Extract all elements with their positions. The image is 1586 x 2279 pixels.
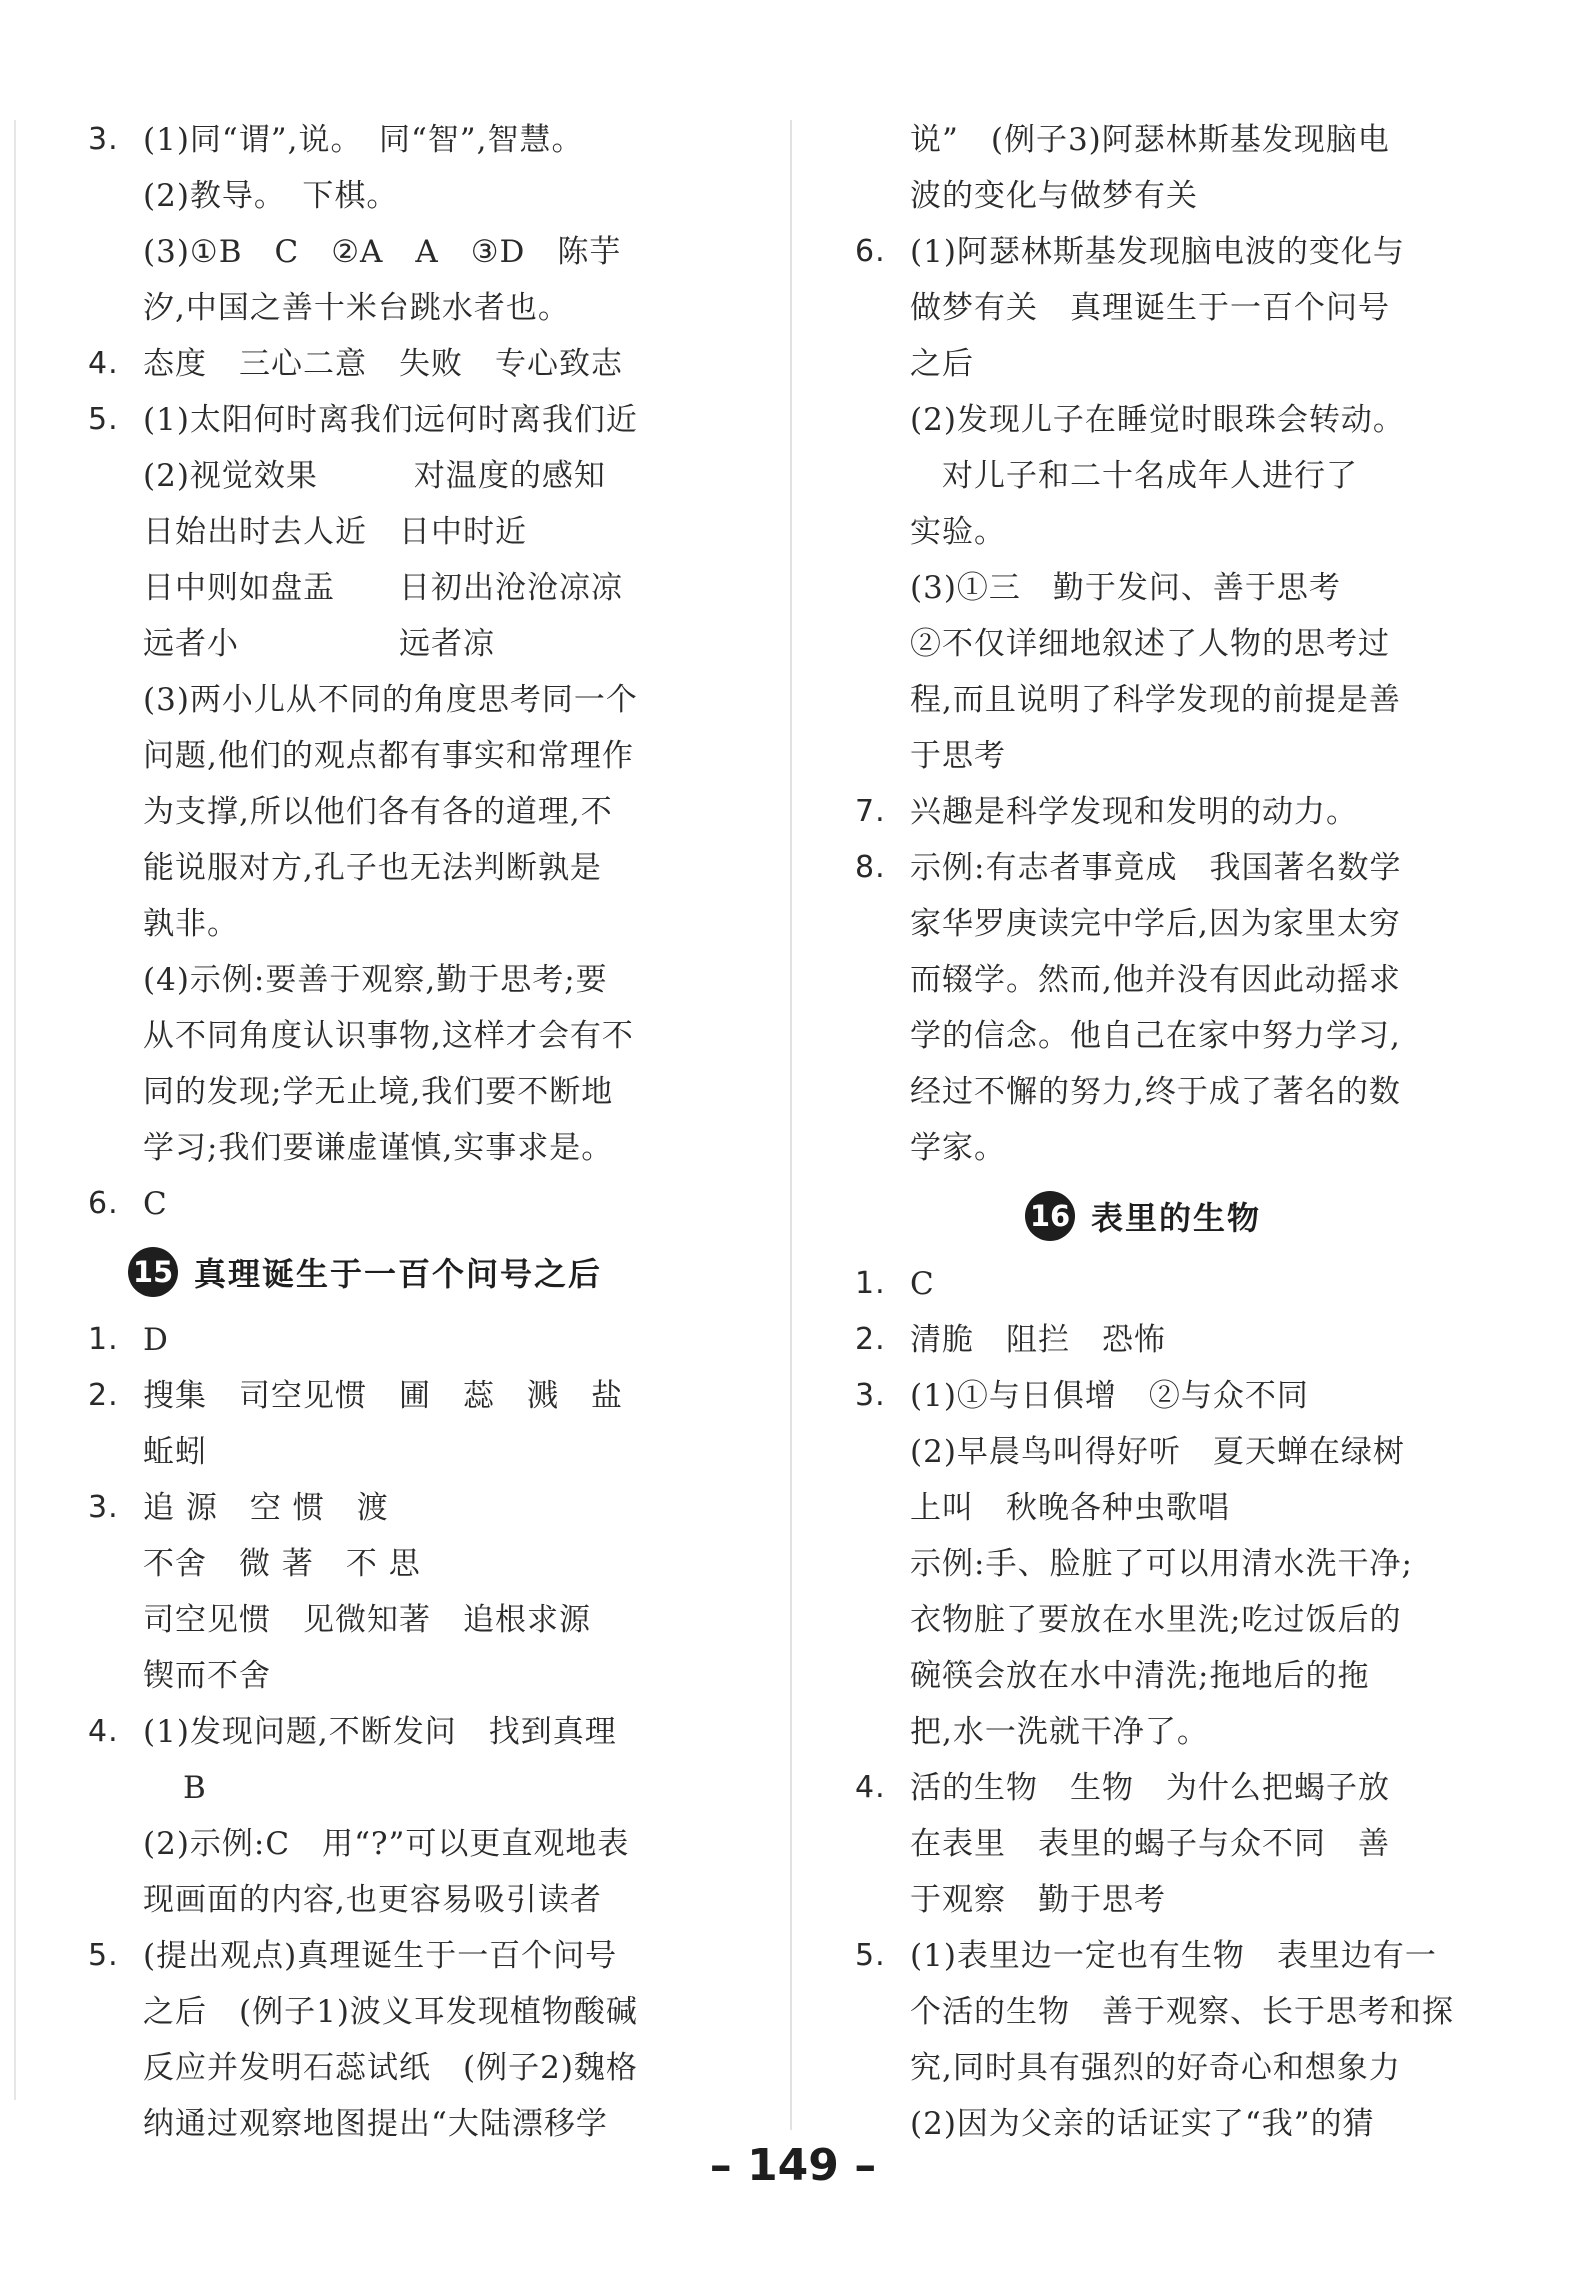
- answer-line: 做梦有关 真理诞生于一百个问号: [910, 290, 1390, 326]
- question-number: 4.: [88, 1714, 119, 1749]
- column-divider: [790, 120, 792, 2130]
- answer-line: 搜集 司空见惯 圃 蕊 溅 盐: [143, 1378, 623, 1414]
- answer-line: 于观察 勤于思考: [910, 1882, 1166, 1918]
- question-number: 2.: [88, 1378, 119, 1413]
- answer-item: [855, 224, 1495, 784]
- answer-line: 上叫 秋晚各种虫歌唱: [910, 1490, 1230, 1526]
- answer-line: ②不仅详细地叙述了人物的思考过: [910, 626, 1390, 662]
- answer-line: C: [143, 1186, 168, 1222]
- question-number: 7.: [855, 794, 886, 829]
- question-number: 5.: [88, 1938, 119, 1973]
- answer-line: 汐,中国之善十米台跳水者也。: [143, 290, 570, 326]
- answer-line: 衣物脏了要放在水里洗;吃过饭后的: [910, 1602, 1402, 1638]
- answer-line: 反应并发明石蕊试纸 (例子2)魏格: [143, 2050, 638, 2086]
- answer-line: (4)示例:要善于观察,勤于思考;要: [143, 962, 608, 998]
- answer-line: (2)因为父亲的话证实了“我”的猜: [910, 2106, 1375, 2142]
- answer-item: [855, 1256, 1495, 1312]
- question-number: 4.: [855, 1770, 886, 1805]
- answer-line: 在表里 表里的蝎子与众不同 善: [910, 1826, 1390, 1862]
- answer-line: 波的变化与做梦有关: [910, 178, 1198, 214]
- question-number: 1.: [855, 1266, 886, 1301]
- binding-edge: [14, 120, 16, 2100]
- answer-line: (2)早晨鸟叫得好听 夏天蝉在绿树: [910, 1434, 1405, 1470]
- answer-line: D: [143, 1322, 169, 1358]
- answer-line: 能说服对方,孔子也无法判断孰是: [143, 850, 602, 886]
- lesson-title: 表里的生物: [1091, 1199, 1262, 1237]
- answer-line: 之后 (例子1)波义耳发现植物酸碱: [143, 1994, 638, 2030]
- answer-line: 学习;我们要谦虚谨慎,实事求是。: [143, 1130, 614, 1166]
- answer-line: (1)表里边一定也有生物 表里边有一: [910, 1938, 1437, 1974]
- answer-line: 同的发现;学无止境,我们要不断地: [143, 1074, 614, 1110]
- answer-line: 而辍学。然而,他并没有因此动摇求: [910, 962, 1401, 998]
- answer-item: [88, 1928, 728, 2152]
- answer-item: [855, 1760, 1495, 1928]
- answer-line: 碗筷会放在水中清洗;拖地后的拖: [910, 1658, 1370, 1694]
- answer-line: (2)示例:C 用“?”可以更直观地表: [143, 1826, 630, 1862]
- answer-line: 孰非。: [143, 906, 239, 942]
- answer-line: 从不同角度认识事物,这样才会有不: [143, 1018, 634, 1054]
- answer-item: [88, 336, 728, 392]
- answer-line: 于思考: [910, 738, 1006, 774]
- answer-line: 个活的生物 善于观察、长于思考和探: [910, 1994, 1454, 2030]
- answer-line: 把,水一洗就干净了。: [910, 1714, 1209, 1750]
- answer-line: 经过不懈的努力,终于成了著名的数: [910, 1074, 1401, 1110]
- question-number: 1.: [88, 1322, 119, 1357]
- answer-line: (1)①与日俱增 ②与众不同: [910, 1378, 1309, 1414]
- answer-line: 为支撑,所以他们各有各的道理,不: [143, 794, 613, 830]
- answer-line: 锲而不舍: [143, 1658, 271, 1694]
- question-number: 8.: [855, 850, 886, 885]
- answer-line: 示例:有志者事竟成 我国著名数学: [910, 850, 1402, 886]
- section-heading: [855, 1176, 1495, 1256]
- answer-line: 究,同时具有强烈的好奇心和想象力: [910, 2050, 1401, 2086]
- answer-item: [855, 1368, 1495, 1760]
- answer-line: (3)①三 勤于发问、善于思考: [910, 570, 1341, 606]
- lesson-title: 真理诞生于一百个问号之后: [194, 1255, 603, 1293]
- answer-line: 程,而且说明了科学发现的前提是善: [910, 682, 1401, 718]
- answer-line: 现画面的内容,也更容易吸引读者: [143, 1882, 602, 1918]
- answer-item: [88, 1480, 728, 1704]
- answer-line: (1)太阳何时离我们远何时离我们近: [143, 402, 638, 438]
- answer-line: 远者小 远者凉: [143, 626, 495, 662]
- answer-line: (1)阿瑟林斯基发现脑电波的变化与: [910, 234, 1405, 270]
- answer-item: [855, 1312, 1495, 1368]
- answer-line: 实验。: [910, 514, 1006, 550]
- answer-line: 纳通过观察地图提出“大陆漂移学: [143, 2106, 608, 2142]
- answer-item: [88, 1704, 728, 1928]
- answer-line: 不舍 微 著 不 思: [143, 1546, 421, 1582]
- answer-line: B: [183, 1770, 207, 1806]
- answer-item: [855, 1928, 1495, 2152]
- answer-item: [88, 1368, 728, 1480]
- question-number: 4.: [88, 346, 119, 381]
- answer-line: (提出观点)真理诞生于一百个问号: [143, 1938, 618, 1974]
- section-heading: [88, 1232, 728, 1312]
- answer-line: 追 源 空 惯 渡: [143, 1490, 389, 1526]
- answer-item: [855, 784, 1495, 840]
- question-number: 5.: [88, 402, 119, 437]
- answer-item: [855, 840, 1495, 1176]
- question-number: 2.: [855, 1322, 886, 1357]
- question-number: 6.: [88, 1186, 119, 1221]
- answer-line: 日始出时去人近 日中时近: [143, 514, 527, 550]
- question-number: 3.: [88, 1490, 119, 1525]
- question-number: 6.: [855, 234, 886, 269]
- answer-line: 清脆 阻拦 恐怖: [910, 1322, 1166, 1358]
- answer-line: (1)同“谓”,说。 同“智”,智慧。: [143, 122, 584, 158]
- answer-line: 对儿子和二十名成年人进行了: [910, 458, 1358, 494]
- answer-line: 活的生物 生物 为什么把蝎子放: [910, 1770, 1390, 1806]
- answer-line: 态度 三心二意 失败 专心致志: [143, 346, 623, 382]
- answer-line: (2)视觉效果 对温度的感知: [143, 458, 606, 494]
- answer-line: 学的信念。他自己在家中努力学习,: [910, 1018, 1401, 1054]
- question-number: 5.: [855, 1938, 886, 1973]
- left-column: [88, 112, 728, 2152]
- answer-line: C: [910, 1266, 935, 1302]
- answer-line: 说” (例子3)阿瑟林斯基发现脑电: [910, 122, 1390, 158]
- answer-line: 司空见惯 见微知著 追根求源: [143, 1602, 591, 1638]
- question-number: 3.: [855, 1378, 886, 1413]
- answer-line: 学家。: [910, 1130, 1006, 1166]
- answer-line: (3)①B C ②A A ③D 陈芋: [143, 234, 622, 270]
- answer-line: 日中则如盘盂 日初出沧沧凉凉: [143, 570, 623, 606]
- answer-line: 示例:手、脸脏了可以用清水洗干净;: [910, 1546, 1413, 1582]
- answer-line: 问题,他们的观点都有事实和常理作: [143, 738, 634, 774]
- answer-item: [88, 1176, 728, 1232]
- question-number: 3.: [88, 122, 119, 157]
- answer-line: 蚯蚓: [143, 1434, 207, 1470]
- answer-line: (1)发现问题,不断发问 找到真理: [143, 1714, 617, 1750]
- answer-line: (2)发现儿子在睡觉时眼珠会转动。: [910, 402, 1405, 438]
- page-number: – 149 –: [709, 2140, 877, 2191]
- lesson-number-badge: 15: [128, 1247, 178, 1297]
- answer-line: 兴趣是科学发现和发明的动力。: [910, 794, 1358, 830]
- answer-line: 家华罗庚读完中学后,因为家里太穷: [910, 906, 1401, 942]
- answer-line: (3)两小儿从不同的角度思考同一个: [143, 682, 638, 718]
- right-column: [855, 112, 1495, 2152]
- answer-item: [855, 112, 1495, 224]
- answer-item: [88, 1312, 728, 1368]
- lesson-number-badge: 16: [1025, 1191, 1075, 1241]
- answer-item: [88, 112, 728, 336]
- answer-line: (2)教导。 下棋。: [143, 178, 399, 214]
- answer-item: [88, 392, 728, 1176]
- answer-line: 之后: [910, 346, 974, 382]
